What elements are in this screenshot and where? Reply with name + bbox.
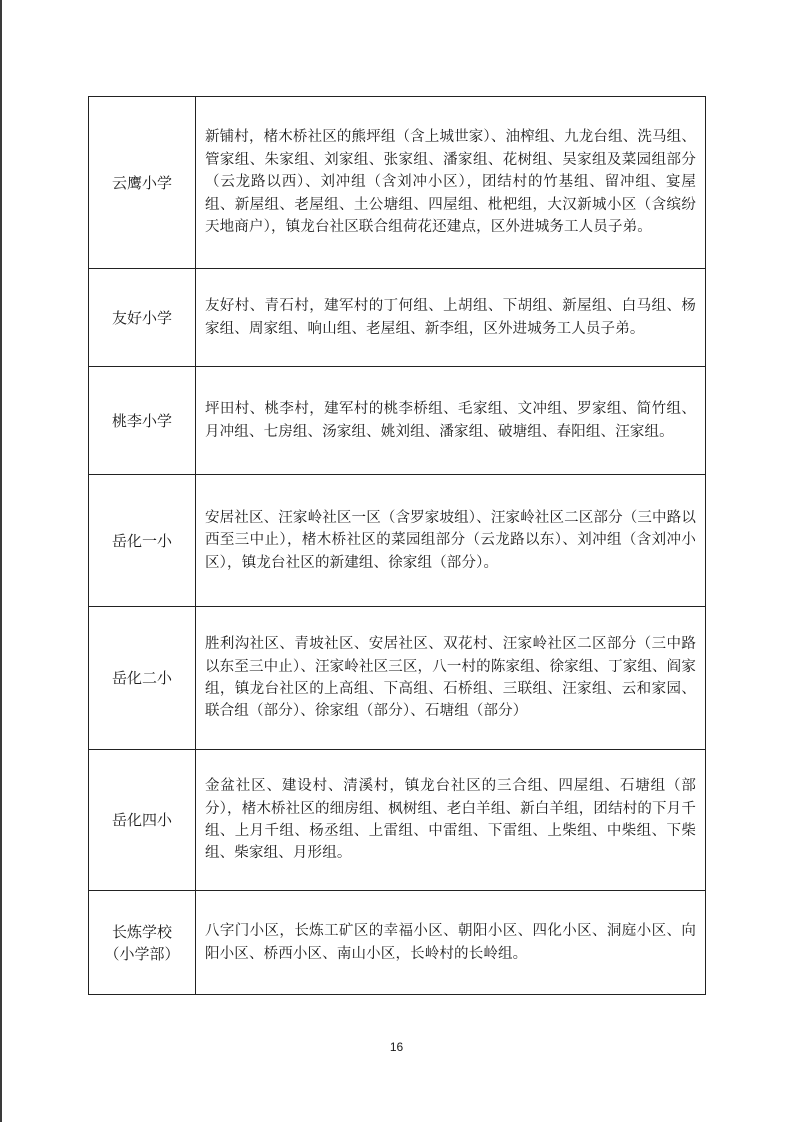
school-name-sub: （小学部） xyxy=(104,944,180,963)
table-row xyxy=(89,97,706,269)
area-cell: 坪田村、桃李村，建军村的桃李桥组、毛家组、文冲组、罗家组、简竹组、月冲组、七房组、汤家组、姚刘组、潘家组、破塘组、春阳组、汪家组。 xyxy=(196,367,706,475)
school-name: 岳化一小 xyxy=(111,531,172,550)
area-cell: 新铺村，楮木桥社区的熊坪组（含上城世家）、油榨组、九龙台组、洗马组、管家组、朱家组、刘家组、张家组、潘家组、花树组、吴家组及菜园组部分（云龙路以西）、刘冲组（含刘冲小区），团结村的竹基组、留冲组、宴屋组、新屋组、老屋组、土公塘组、四屋组、枇杷组，大汉新城小区（含缤纷天地商户），镇龙台社区联合组荷花还建点，区外进城务工人员子弟。 xyxy=(196,97,706,269)
school-cell xyxy=(89,750,196,891)
school-name: 岳化二小 xyxy=(111,669,172,687)
area-cell: 安居社区、汪家岭社区一区（含罗家坡组）、汪家岭社区二区部分（三中路以西至三中止），楮木桥社区的菜园组部分（云龙路以东）、刘冲组（含刘冲小区），镇龙台社区的新建组、徐家组（部分）。 xyxy=(196,475,706,607)
school-cell xyxy=(89,367,196,475)
school-cell xyxy=(89,607,196,750)
page-edge xyxy=(0,0,2,1122)
school-name: 友好小学 xyxy=(111,308,172,327)
school-cell xyxy=(89,475,196,607)
school-name: 云鹰小学 xyxy=(111,173,172,192)
school-name: 桃李小学 xyxy=(111,411,172,430)
area-cell: 金盆社区、建设村、清溪村，镇龙台社区的三合组、四屋组、石塘组（部分），楮木桥社区的细房组、枫树组、老白羊组、新白羊组，团结村的下月千组、上月千组、杨丞组、上雷组、中雷组、下雷组、上柴组、中柴组、下柴组、柴家组、月形组。 xyxy=(196,750,706,891)
table-row xyxy=(89,367,706,475)
table-row xyxy=(89,750,706,891)
table-row xyxy=(89,891,706,995)
school-zone-table xyxy=(88,96,706,995)
school-cell xyxy=(89,97,196,269)
table-row xyxy=(89,607,706,750)
area-cell: 八字门小区，长炼工矿区的幸福小区、朝阳小区、四化小区、洞庭小区、向阳小区、桥西小区、南山小区，长岭村的长岭组。 xyxy=(196,891,706,995)
page-number: 16 xyxy=(389,1040,404,1054)
table-row xyxy=(89,269,706,367)
school-name: 长炼学校 xyxy=(111,922,172,941)
school-cell xyxy=(89,269,196,367)
area-cell: 友好村、青石村，建军村的丁何组、上胡组、下胡组、新屋组、白马组、杨家组、周家组、响山组、老屋组、新李组，区外进城务工人员子弟。 xyxy=(196,269,706,367)
table-row xyxy=(89,475,706,607)
area-cell: 胜利沟社区、青坡社区、安居社区、双花村、汪家岭社区二区部分（三中路以东至三中止）、汪家岭社区三区，八一村的陈家组、徐家组、丁家组、阎家组，镇龙台社区的上高组、下高组、石桥组、三联组、汪家组、云和家园、联合组（部分）、徐家组（部分）、石塘组（部分） xyxy=(196,607,706,750)
school-cell xyxy=(89,891,196,995)
school-name: 岳化四小 xyxy=(111,811,172,829)
